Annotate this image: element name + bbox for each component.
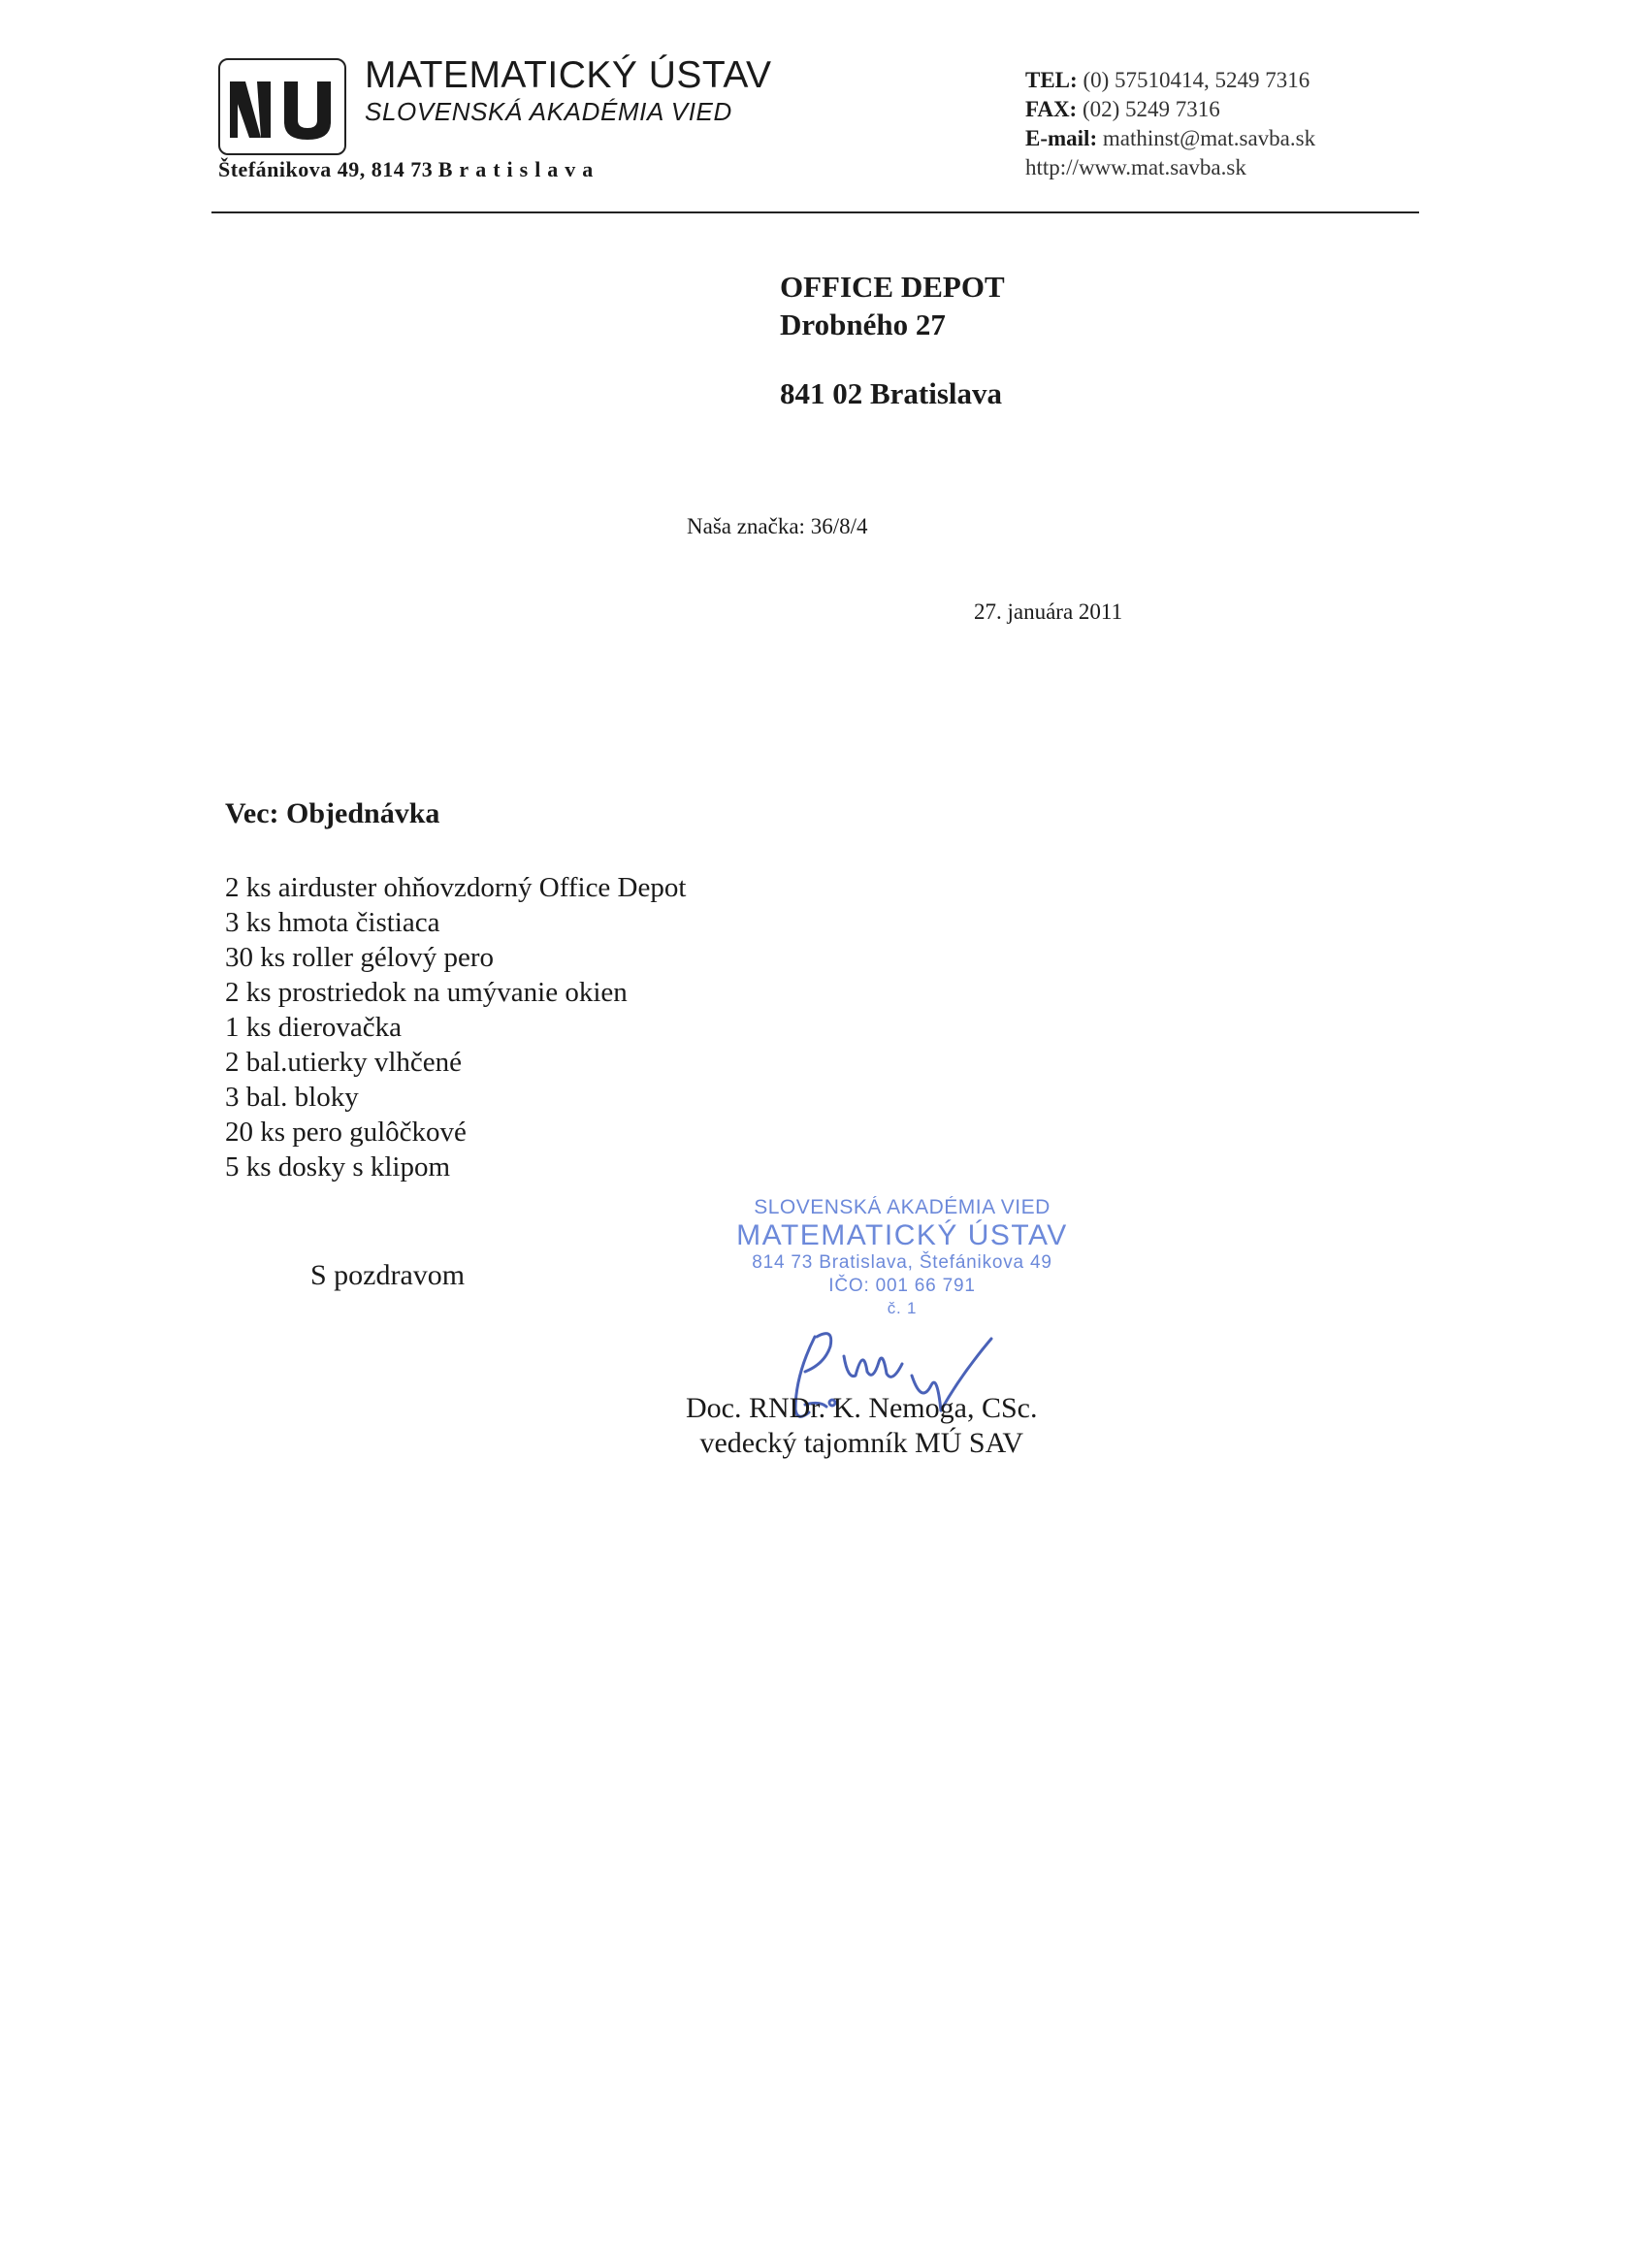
institution-name: MATEMATICKÝ ÚSTAV <box>365 54 772 96</box>
recipient-street: Drobného 27 <box>780 308 946 341</box>
contact-web <box>1025 153 1315 182</box>
order-item: 1 ks dierovačka <box>225 1012 402 1043</box>
email-value: mathinst@mat.savba.sk <box>1102 126 1316 150</box>
order-item: 3 bal. bloky <box>225 1082 359 1113</box>
recipient-city: 841 02 Bratislava <box>780 376 1003 410</box>
address-city: Bratislava <box>437 157 600 181</box>
order-item: 5 ks dosky s klipom <box>225 1151 451 1183</box>
institute-logo <box>218 58 346 155</box>
subject-line: Vec: Objednávka <box>225 797 440 829</box>
tel-value: (0) 57510414, 5249 7316 <box>1083 68 1310 92</box>
contact-email <box>1025 124 1315 153</box>
web-value: http://www.mat.savba.sk <box>1025 155 1246 179</box>
contact-fax <box>1025 95 1315 124</box>
official-stamp <box>718 1195 1086 1319</box>
stamp-line-1: SLOVENSKÁ AKADÉMIA VIED <box>754 1196 1051 1218</box>
order-item: 2 bal.utierky vlhčené <box>225 1047 462 1078</box>
email-label: E-mail: <box>1025 126 1098 150</box>
stamp-line-2: MATEMATICKÝ ÚSTAV <box>736 1219 1068 1251</box>
signer-title: vedecký tajomník MÚ SAV <box>699 1427 1024 1459</box>
recipient-name: OFFICE DEPOT <box>780 270 1005 304</box>
stamp-line-5: č. 1 <box>887 1299 918 1317</box>
reference-number: Naša značka: 36/8/4 <box>687 514 868 538</box>
institution-subtitle: SLOVENSKÁ AKADÉMIA VIED <box>365 97 732 126</box>
order-item: 2 ks airduster ohňovzdorný Office Depot <box>225 872 687 903</box>
letterhead-divider <box>211 211 1419 213</box>
stamp-line-4: IČO: 001 66 791 <box>828 1276 976 1296</box>
tel-label: TEL: <box>1025 68 1078 92</box>
order-item: 30 ks roller gélový pero <box>225 942 495 973</box>
signer-name: Doc. RNDr. K. Nemoga, CSc. <box>686 1392 1038 1424</box>
fax-value: (02) 5249 7316 <box>1082 97 1220 121</box>
institution-address <box>218 157 599 182</box>
order-items-list <box>225 870 686 1184</box>
signer-block <box>686 1391 1037 1461</box>
address-street: Štefánikova 49, 814 73 <box>218 157 434 181</box>
fax-label: FAX: <box>1025 97 1078 121</box>
order-item: 20 ks pero gulôčkové <box>225 1117 467 1148</box>
recipient-address <box>780 268 1005 412</box>
order-item: 3 ks hmota čistiaca <box>225 907 440 938</box>
order-item: 2 ks prostriedok na umývanie okien <box>225 977 628 1008</box>
stamp-line-3: 814 73 Bratislava, Štefánikova 49 <box>752 1252 1052 1273</box>
contact-tel <box>1025 66 1315 95</box>
closing-salutation: S pozdravom <box>310 1259 466 1291</box>
letter-date: 27. januára 2011 <box>974 599 1123 624</box>
contact-block <box>1025 66 1315 182</box>
